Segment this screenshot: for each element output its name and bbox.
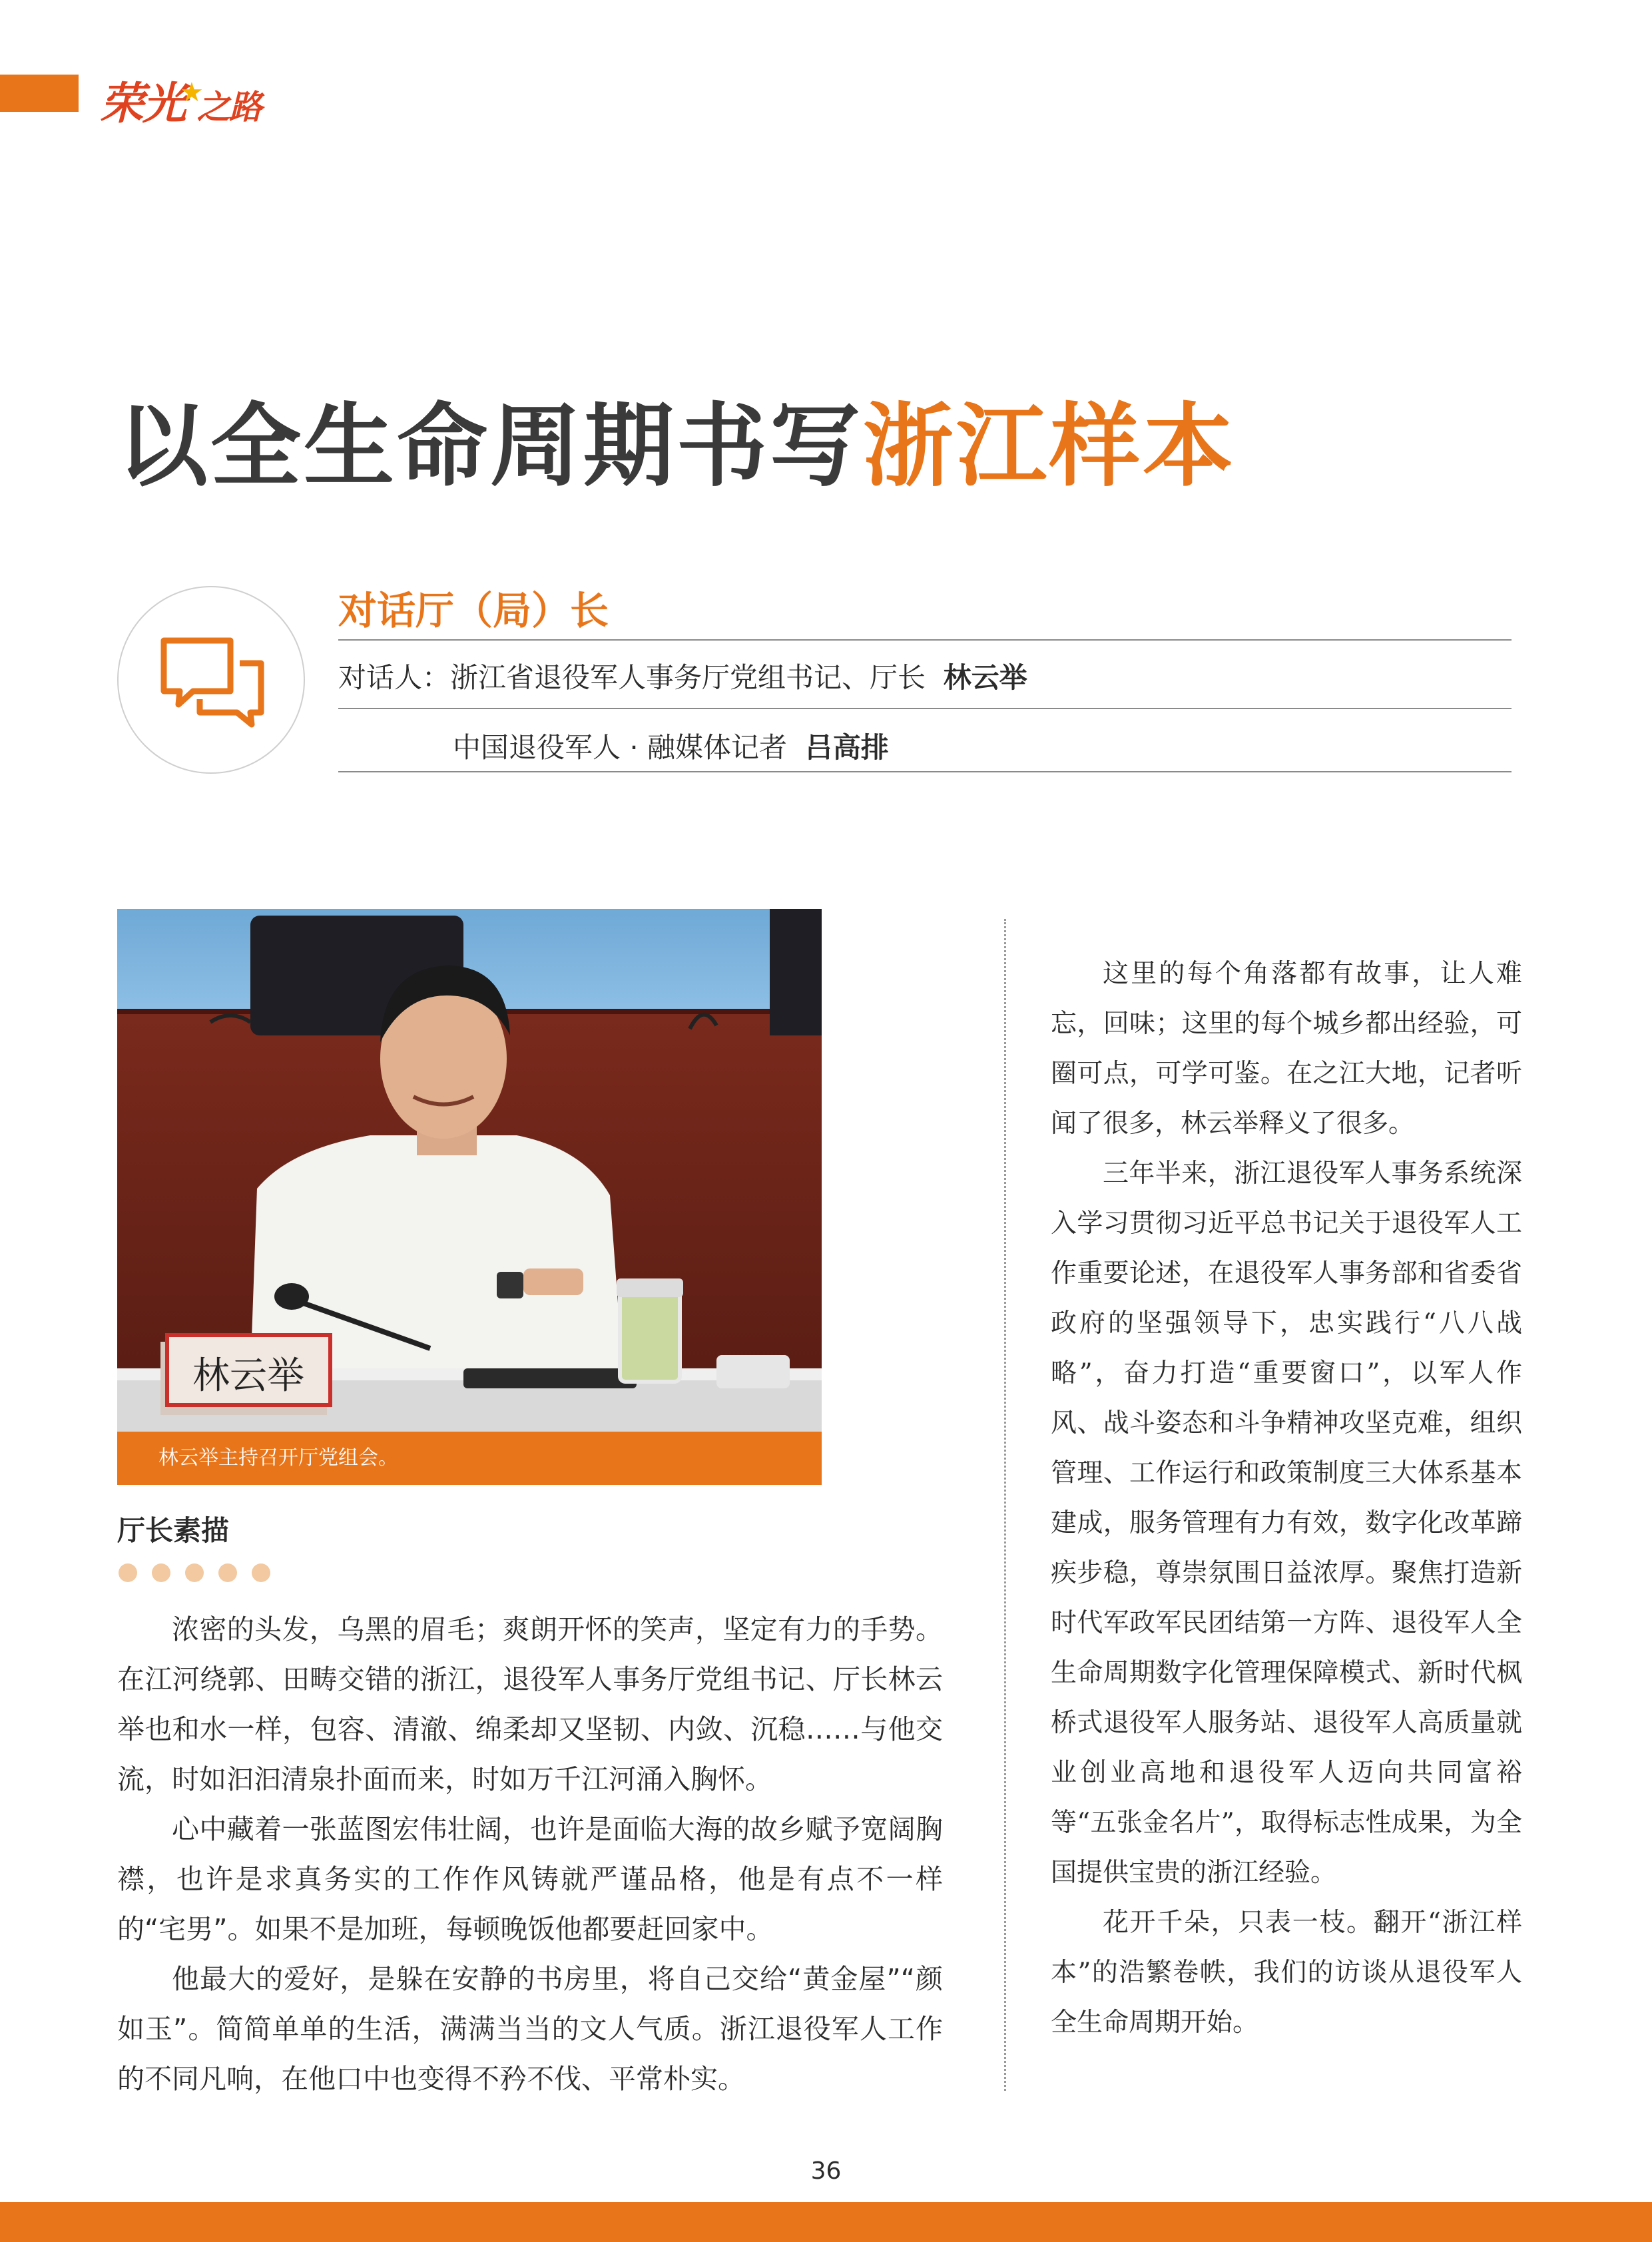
intro-paragraph: 花开千朵，只表一枝。翻开“浙江样本”的浩繁卷帙，我们的访谈从退役军人全生命周期开始。 [1051,1908,1522,2038]
column-name: 对话厅（局）长 [338,588,609,633]
chat-bubbles-icon [158,635,266,728]
decorative-dots [119,1563,285,1585]
reporter-name: 吕高排 [804,731,889,764]
section-logo-text-b: 光 [142,78,185,129]
reporter-prefix: 中国退役军人 · 融媒体记者 [453,731,788,764]
dialogue-badge [117,586,305,774]
section-logo-text-c: 之路 [196,88,261,127]
sketch-heading: 厅长素描 [117,1514,230,1547]
dot-icon [218,1563,237,1582]
dot-icon [152,1563,170,1582]
byline-rule-bottom [338,771,1512,772]
photo-image [117,909,822,1448]
intro-body [1051,949,1522,2048]
article-title [117,393,1236,501]
interviewee-name: 林云举 [943,661,1027,694]
sketch-paragraph: 浓密的头发，乌黑的眉毛；爽朗开怀的笑声，坚定有力的手势。在江河绕郭、田畴交错的浙江，退役军人事务厅党组书记、厅长林云举也和水一样，包容、清澈、绵柔却又坚韧、内敛、沉稳……与他交流，时如汩汩清泉扑面而来，时如万千江河涌入胸怀。 [117,1613,943,1795]
footer-bar [0,2202,1652,2242]
photo-caption-text: 林云举主持召开厅党组会。 [158,1446,398,1470]
interviewee-prefix: 对话人：浙江省退役军人事务厅党组书记、厅长 [338,661,926,694]
sketch-paragraph: 他最大的爱好，是躲在安静的书房里，将自己交给“黄金屋”“颜如玉”。简简单单的生活，满满当当的文人气质。浙江退役军人工作的不同凡响，在他口中也变得不矜不伐、平常朴实。 [117,1963,943,2095]
meeting-photo-illustration [117,909,822,1448]
header-accent-bar [0,75,79,112]
dot-icon [252,1563,270,1582]
sketch-body [117,1605,943,2104]
section-logo-text-a: 荣 [100,78,142,129]
page-number: 36 [810,2157,842,2185]
dot-icon [185,1563,204,1582]
nameplate-text: 林云举 [192,1354,304,1398]
photo-caption-bar [117,1432,822,1485]
article-title-highlight: 浙江样本 [863,394,1236,499]
article-photo [117,909,822,1485]
reporter-line [453,726,889,766]
interviewee-line [338,656,1027,696]
sketch-paragraph: 心中藏着一张蓝图宏伟壮阔，也许是面临大海的故乡赋予宽阔胸襟，也许是求真务实的工作作风铸就严谨品格，他是有点不一样的“宅男”。如果不是加班，每顿晚饭他都要赶回家中。 [117,1813,943,1945]
dot-icon [119,1563,137,1582]
intro-paragraph: 这里的每个角落都有故事，让人难忘，回味；这里的每个城乡都出经验，可圈可点，可学可鉴。在之江大地，记者听闻了很多，林云举释义了很多。 [1051,959,1522,1139]
intro-paragraph: 三年半来，浙江退役军人事务系统深入学习贯彻习近平总书记关于退役军人工作重要论述，在退役军人事务部和省委省政府的坚强领导下，忠实践行“八八战略”，奋力打造“重要窗口”，以军人作风、战斗姿态和斗争精神攻坚克难，组织管理、工作运行和政策制度三大体系基本建成，服务管理有力有效，数字化改革蹄疾步稳，尊崇氛围日益浓厚。聚焦打造新时代军政军民团结第一方阵、退役军人全生命周期数字化管理保障模式、新时代枫桥式退役军人服务站、退役军人高质量就业创业高地和退役军人迈向共同富裕等“五张金名片”，取得标志性成果，为全国提供宝贵的浙江经验。 [1051,1159,1522,1888]
byline-rule-middle [338,708,1512,709]
column-divider [1004,919,1006,2091]
article-title-main: 以全生命周期书写 [117,394,863,499]
section-logo [100,68,261,131]
star-icon: ★ [180,77,202,108]
byline-rule-top [338,639,1512,641]
